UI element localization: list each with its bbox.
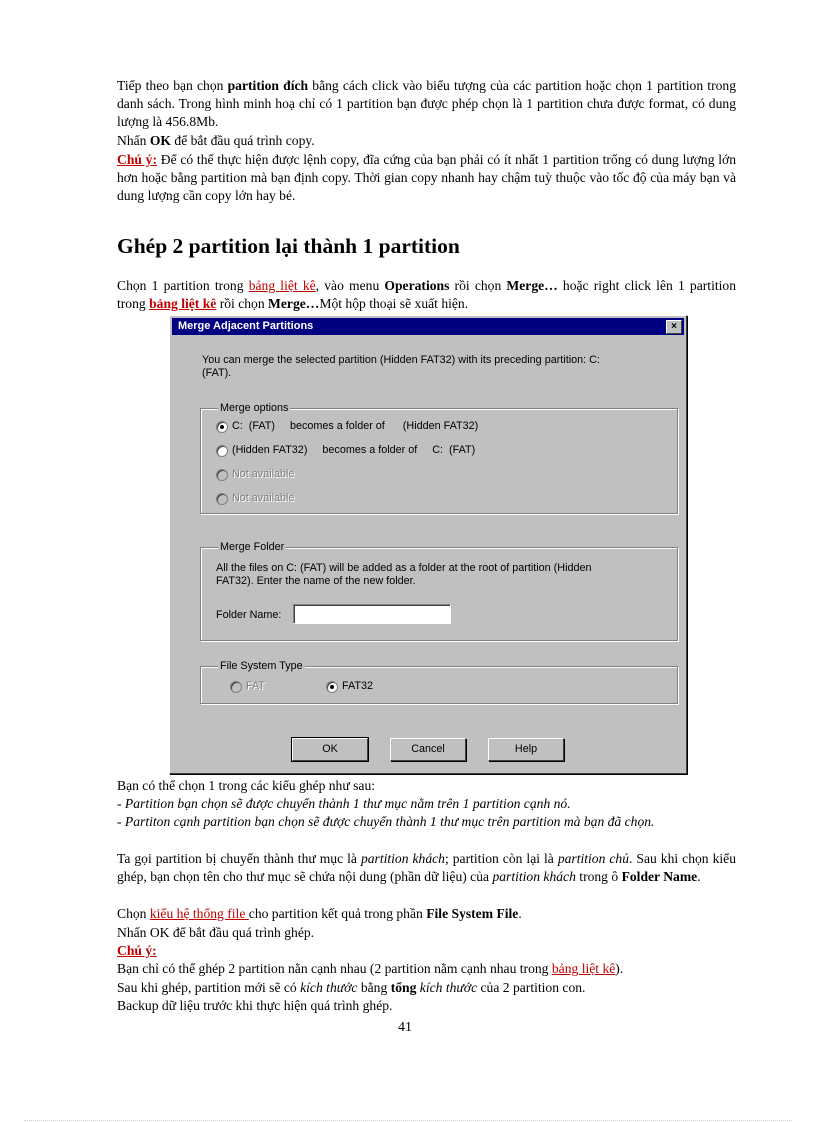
merge-folder-label: Merge Folder: [220, 541, 285, 553]
text: Để có thể thực hiện được lệnh copy, đĩa cứng của bạn phải có ít nhất 1 partition trống có dung lượng lớn hơn hoặc bằng partition mà bạn định copy. Thời gian copy nhanh hay chậm tuỳ thuộc vào tốc độ của máy bạn và dung lượng cần copy lớn hay bé.: [117, 152, 736, 204]
help-button[interactable]: Help: [488, 738, 564, 761]
merge-option-1[interactable]: [216, 420, 478, 433]
merge-option-2-label: (Hidden FAT32) becomes a folder of C: (FAT): [232, 444, 476, 456]
merge-dialog: [169, 315, 687, 774]
text: cho partition kết quả trong phần: [248, 906, 427, 921]
bold-text: Merge…: [506, 278, 558, 293]
text: của 2 partition con.: [477, 980, 586, 995]
bold-text: File System File: [426, 906, 519, 921]
merge-folder-desc-line2: FAT32). Enter the name of the new folder.: [216, 575, 416, 587]
paragraph-new-size: [117, 979, 736, 997]
bold-text: partition đích: [227, 78, 309, 93]
bold-text: Operations: [384, 278, 450, 293]
link-file-system-type[interactable]: kiểu hệ thống file: [149, 906, 249, 921]
italic-text: partition khách: [492, 869, 576, 885]
fs-option-fat-label: FAT: [246, 680, 265, 692]
dialog-intro-line1: You can merge the selected partition (Hidden FAT32) with its preceding partition: C:: [202, 354, 600, 366]
text: trong ô: [575, 869, 622, 885]
italic-text: partition khách: [360, 851, 445, 866]
merge-folder-desc-line1: All the files on C: (FAT) will be added as a folder at the root of partition (Hidden: [216, 562, 592, 574]
text: . Sau khi chọn kiểu ghép, bạn chọn tên cho thư mục sẽ chứa nội dung (phần dữ liệu) của: [117, 851, 736, 885]
page-bottom-divider: [24, 1120, 792, 1121]
merge-option-3: [216, 468, 294, 481]
note-text: Chú ý:: [117, 943, 157, 958]
text: Tiếp theo bạn chọn: [117, 78, 228, 93]
fs-type-label: File System Type: [220, 660, 303, 672]
text: Chọn: [117, 906, 150, 921]
paragraph-file-system: [117, 905, 736, 923]
note-label: Chú ý:: [117, 152, 158, 167]
dialog-intro-line2: (FAT).: [202, 367, 232, 379]
merge-options-label: Merge options: [220, 402, 289, 414]
italic-text: kích thước: [300, 980, 358, 995]
text: , vào menu: [315, 278, 385, 293]
paragraph-merge-intro: [117, 277, 736, 313]
text: Bạn chỉ có thể ghép 2 partition nằn cạnh nhau (2 partition nằm cạnh nhau trong: [117, 961, 552, 976]
ok-button[interactable]: OK: [292, 738, 368, 761]
text: để bắt đầu quá trình copy.: [171, 133, 315, 148]
radio-icon: [216, 445, 228, 457]
merge-type-1: - Partition bạn chọn sẽ được chuyển thành 1 thư mục nằm trên 1 partition cạnh nó.: [117, 796, 571, 811]
radio-disabled-icon: [216, 493, 228, 505]
merge-option-3-label: Not available: [232, 468, 295, 480]
text: ).: [615, 961, 624, 976]
text: Chọn 1 partition trong: [117, 278, 249, 293]
bold-text: tổng: [390, 980, 417, 995]
link-partition-list[interactable]: bảng liệt kê: [149, 296, 217, 312]
text: Sau khi ghép, partition mới sẽ có: [117, 980, 301, 995]
paragraph-merge-types: Bạn có thể chọn 1 trong các kiểu ghép như sau:: [117, 778, 376, 793]
merge-option-2[interactable]: [216, 444, 475, 457]
paragraph-adjacent: [117, 960, 736, 978]
cancel-button[interactable]: Cancel: [390, 738, 466, 761]
link-partition-list[interactable]: bảng liệt kê: [551, 961, 616, 976]
text: Ta gọi partition bị chuyển thành thư mục là: [117, 851, 361, 866]
folder-name-input[interactable]: [293, 604, 451, 624]
text: Một hộp thoại sẽ xuất hiện.: [319, 296, 469, 312]
dialog-title: Merge Adjacent Partitions: [178, 320, 314, 332]
text: bằng: [357, 980, 391, 995]
link-partition-list[interactable]: bảng liệt kê: [248, 278, 316, 293]
radio-disabled-icon: [216, 469, 228, 481]
merge-option-4-label: Not available: [232, 492, 295, 504]
radio-selected-icon: [326, 681, 338, 693]
radio-disabled-icon: [230, 681, 242, 693]
bold-text: OK: [149, 133, 171, 148]
paragraph-note-copy: [117, 151, 736, 206]
text: .: [518, 906, 522, 921]
bold-text: Merge…: [268, 296, 320, 312]
paragraph-select-target: [117, 77, 736, 132]
paragraph-press-ok: [117, 132, 736, 150]
merge-option-4: [216, 492, 294, 505]
text: Nhấn: [117, 133, 150, 148]
folder-name-label: Folder Name:: [216, 609, 282, 621]
italic-text: partition chủ: [557, 851, 630, 866]
bold-text: Folder Name: [621, 869, 698, 885]
text: ; partition còn lại là: [444, 851, 558, 866]
merge-type-2: - Partiton cạnh partition bạn chọn sẽ được chuyển thành 1 thư mục trên partition mà bạn đã chọn.: [117, 814, 655, 829]
radio-selected-icon: [216, 421, 228, 433]
page-number: 41: [398, 1020, 412, 1035]
text: rồi chọn: [216, 296, 269, 312]
paragraph-guest-host: [117, 850, 736, 886]
dialog-titlebar: [172, 318, 684, 335]
paragraph-backup: Backup dữ liệu trước khi thực hiện quá trình ghép.: [117, 998, 393, 1013]
fs-option-fat32[interactable]: [326, 680, 373, 693]
fs-option-fat32-label: FAT32: [342, 680, 374, 692]
italic-text: kích thước: [419, 980, 478, 995]
text: bằng cách click vào biểu tượng của các partition hoặc chọn 1 partition trong danh sách. Trong hình minh hoạ chỉ có 1 partition bạn được phép chọn là 1 partition chưa được format, có dung lượng là 456.8Mb.: [117, 78, 736, 130]
merge-option-1-label: C: (FAT) becomes a folder of (Hidden FAT32): [232, 420, 479, 432]
text: rồi chọn: [449, 278, 507, 293]
text: hoặc right click lên 1 partition trong: [117, 278, 736, 312]
close-icon[interactable]: ×: [666, 320, 682, 334]
section-heading: Ghép 2 partition lại thành 1 partition: [117, 234, 460, 258]
fs-option-fat: [230, 680, 265, 693]
text: .: [697, 869, 701, 885]
note-label: [117, 942, 736, 960]
paragraph-press-ok-merge: Nhấn OK để bắt đầu quá trình ghép.: [117, 925, 315, 940]
